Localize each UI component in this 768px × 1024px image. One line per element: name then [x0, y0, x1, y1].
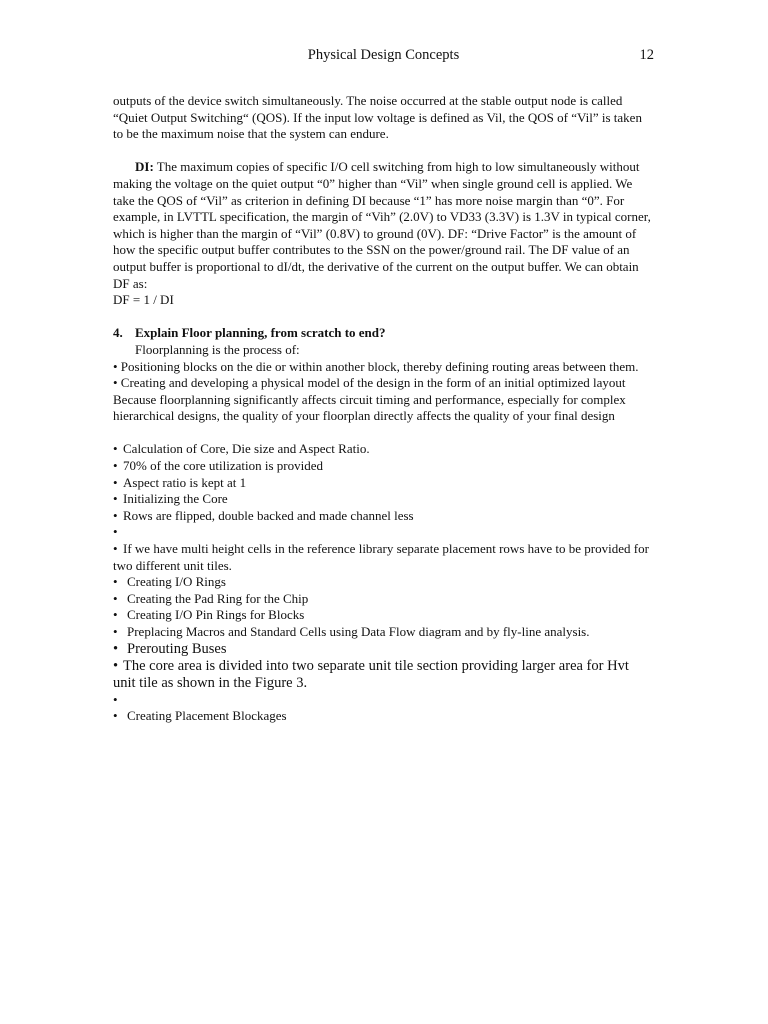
- header-title: Physical Design Concepts: [307, 47, 460, 63]
- bullet-icon: •: [113, 590, 118, 606]
- step-item: [113, 641, 655, 658]
- bullet-icon: •: [113, 491, 118, 507]
- di-label: DI:: [135, 159, 154, 175]
- question-text: Explain Floor planning, from scratch to end?: [135, 325, 386, 341]
- bullet-icon: •: [113, 607, 118, 623]
- di-indent: [113, 159, 135, 174]
- document-body: [113, 93, 655, 725]
- step-text: Creating the Pad Ring for the Chip: [127, 590, 309, 606]
- step-text: Rows are flipped, double backed and made channel less: [123, 507, 414, 523]
- step-item: [113, 475, 655, 492]
- step-item: [113, 591, 655, 608]
- step-text: Creating I/O Rings: [127, 574, 226, 590]
- bullet-icon: •: [113, 691, 118, 707]
- step-text: Preplacing Macros and Standard Cells using Data Flow diagram and by fly-line analysis.: [127, 624, 590, 639]
- step-text: Creating I/O Pin Rings for Blocks: [127, 607, 305, 623]
- process-list: [113, 359, 655, 392]
- di-text: The maximum copies of specific I/O cell switching from high to low simultaneously without making the voltage on the quiet output “0” higher than “Vil” when single ground cell is applied. We take the QOS of “Vil” as criterion in defining DI because “1” has more noise margin than “0”. For example, in LVTTL specification, the margin of “Vih” (2.0V) to VD33 (3.3V) is 1.3V in typical corner, which is higher than the margin of “Vil” (0.8V) to ground (0V). DF: “Drive Factor” is the amount of how the specific output buffer contributes to the SSN on the power/ground rail. The DF value of an output buffer is proportional to dI/dt, the derivative of the current on the output buffer. We can obtain DF as:: [113, 159, 651, 291]
- bullet-icon: •: [113, 640, 119, 657]
- page-number: 12: [639, 47, 654, 63]
- step-item: [113, 658, 655, 692]
- step-text: Calculation of Core, Die size and Aspect Ratio.: [123, 441, 370, 457]
- spacer: [113, 425, 655, 442]
- bullet-icon: •: [113, 574, 118, 590]
- process-item: • Creating and developing a physical model of the design in the form of an initial optimized layout: [113, 375, 626, 391]
- bullet-icon: •: [113, 657, 119, 674]
- bullet-icon: •: [113, 708, 118, 724]
- spacer: [113, 309, 655, 326]
- step-item: [113, 607, 655, 624]
- step-text: The core area is divided into two separate unit tile section providing larger area for Hvt unit tile as shown in the Figure 3.: [113, 657, 629, 691]
- step-item: [113, 441, 655, 458]
- step-text: Prerouting Buses: [127, 640, 227, 657]
- process-item: • Positioning blocks on the die or within another block, thereby defining routing areas between them.: [113, 358, 639, 374]
- step-text: 70% of the core utilization is provided: [123, 458, 324, 474]
- step-text: Aspect ratio is kept at 1: [123, 474, 247, 490]
- bullet-icon: •: [113, 441, 118, 457]
- step-item: [113, 708, 655, 725]
- steps-list: [113, 441, 655, 724]
- bullet-icon: •: [113, 624, 118, 639]
- step-item: [113, 508, 655, 525]
- step-item: [113, 458, 655, 475]
- floorplanning-intro: Floorplanning is the process of:: [135, 341, 300, 357]
- bullet-icon: •: [113, 524, 118, 540]
- paragraph-because: Because floorplanning significantly affects circuit timing and performance, especially for complex hierarchical designs, the quality of your floorplan directly affects the quality of your final design: [113, 391, 626, 424]
- bullet-icon: •: [113, 474, 118, 490]
- page-header: [113, 47, 654, 65]
- step-item: [113, 624, 655, 641]
- bullet-icon: •: [113, 507, 118, 523]
- step-text: Initializing the Core: [123, 491, 228, 507]
- bullet-icon: •: [113, 458, 118, 474]
- spacer: [113, 143, 655, 160]
- question-number: 4.: [113, 325, 123, 341]
- step-item: [113, 692, 655, 709]
- question-heading: [113, 325, 655, 342]
- step-item: [113, 574, 655, 591]
- step-text: Creating Placement Blockages: [127, 708, 287, 724]
- step-item: [113, 491, 655, 508]
- step-item: [113, 541, 655, 574]
- paragraph-qos: outputs of the device switch simultaneously. The noise occurred at the stable output node is called “Quiet Output Switching“ (QOS). If the input low voltage is defined as Vil, the QOS of “Vil” is taken to be the maximum noise that the system can endure.: [113, 93, 642, 142]
- paragraph-di: [113, 159, 655, 292]
- bullet-icon: •: [113, 541, 118, 557]
- step-text: If we have multi height cells in the reference library separate placement rows have to be provided for two different unit tiles.: [113, 541, 649, 573]
- step-item: [113, 524, 655, 541]
- df-formula: DF = 1 / DI: [113, 292, 174, 308]
